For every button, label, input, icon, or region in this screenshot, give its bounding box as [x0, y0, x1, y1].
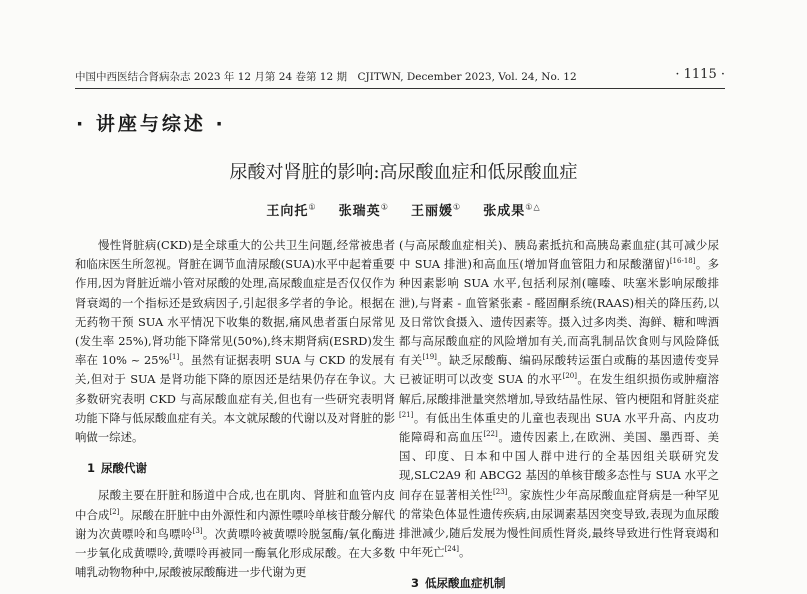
- section-heading: [399, 574, 719, 593]
- citation: [16-18]: [669, 257, 696, 266]
- author-name: 王向托: [266, 204, 309, 219]
- citation: [20]: [562, 372, 577, 381]
- citation: [23]: [493, 487, 508, 496]
- section-heading: [75, 459, 395, 478]
- text-run: 。次黄嘌呤被黄嘌呤脱氢酶/氧化酶进一步氧化成黄嘌呤,黄嘌呤再被同一酶氧化形成尿酸。在大多数哺乳动物物种中,尿酸被尿酸酶进一步代谢为更: [75, 526, 395, 580]
- header-rule: [75, 88, 725, 89]
- section-label: · 讲座与综述 ·: [76, 113, 226, 135]
- author-mark: ①: [308, 202, 317, 212]
- citation: [21]: [399, 411, 414, 420]
- text-run: 。多种因素影响 SUA 水平,包括利尿剂(噻嗪、呋塞米影响尿酸排泄),与肾素 - 血管紧张素 - 醛固酮系统(RAAS)相关的降压药,以及日常饮食摄入、遗传因素等。摄入过多肉类、海鲜、糖和啤酒都与高尿酸血症的风险增加有关,而高乳制品饮食则与风险降低有关: [399, 257, 719, 368]
- text-run: 。有低出生体重史的儿童也表现出 SUA 水平升高、内皮功能障碍和高血压: [399, 410, 719, 445]
- text-run: 。家族性少年高尿酸血症肾病是一种罕见的常染色体显性遗传疾病,由尿调素基因突变导致,表现为血尿酸排泄减少,随后发展为慢性间质性肾炎,最终导致进行性肾衰竭和中年死亡: [399, 487, 719, 560]
- heading-number: 3: [411, 576, 420, 591]
- right-column: [399, 236, 719, 594]
- article-title: 尿酸对肾脏的影响:高尿酸血症和低尿酸血症: [229, 162, 578, 183]
- text-run: 。虽然有证据表明 SUA 与 CKD 的发展有关,但对于 SUA 是肾功能下降的原因还是结果仍存在争议。大多数研究表明 CKD 与高尿酸血症有关,但也有一些研究表明肾功能下降与低尿酸血症有关。本文就尿酸的代谢以及对肾脏的影响做一综述。: [75, 353, 395, 445]
- body-paragraph: [75, 486, 395, 582]
- intro-paragraph: [75, 236, 395, 447]
- text-run: 。尿酸在肝脏中由外源性和内源性嘌呤单核苷酸分解代谢为次黄嘌呤和鸟嘌呤: [75, 507, 395, 541]
- text-run: (与高尿酸血症相关)、胰岛素抵抗和高胰岛素血症(其可减少尿中 SUA 排泄)和高血压(增加肾血管阻力和尿酸潴留): [399, 238, 719, 272]
- heading-text: 低尿酸血症机制: [425, 576, 506, 591]
- citation: [1]: [169, 353, 180, 362]
- text-run: 。遗传因素上,在欧洲、美国、墨西哥、美国、印度、日本和中国人群中进行的全基因组关联研究发现,SLC2A9 和 ABCG2 基因的单核苷酸多态性与 SUA 水平之间存在显著相关性: [399, 430, 719, 502]
- citation: [3]: [192, 527, 203, 536]
- author-name: 张瑞英: [338, 204, 381, 219]
- journal-citation: 中国中西医结合肾病杂志 2023 年 12 月第 24 卷第 12 期 CJITWN, December 2023, Vol. 24, No. 12: [75, 71, 577, 83]
- author-mark: ①: [452, 202, 462, 212]
- citation: [22]: [483, 430, 498, 439]
- text-run: 。在发生组织损伤或肿瘤溶解后,尿酸排泄量突然增加,导致结晶性尿、管内梗阻和肾脏炎症: [399, 372, 719, 406]
- heading-number: 1: [87, 461, 96, 476]
- citation: [24]: [444, 545, 459, 554]
- heading-text: 尿酸代谢: [101, 461, 147, 476]
- citation: [19]: [422, 353, 437, 362]
- author-list: [0, 200, 807, 219]
- left-column: [75, 236, 395, 582]
- text-run: 。: [458, 545, 471, 560]
- page-number: · 1115 ·: [675, 67, 725, 82]
- text-run: 。缺乏尿酸酶、编码尿酸转运蛋白或酶的基因遗传变异已被证明可以改变 SUA 的水平: [399, 353, 719, 387]
- author-mark: ①△: [525, 202, 541, 212]
- author-name: 张成果: [483, 204, 526, 219]
- body-paragraph: [399, 236, 719, 562]
- text-run: 尿酸主要在肝脏和肠道中合成,也在肌肉、肾脏和血管内皮中合成: [75, 488, 395, 522]
- citation: [2]: [109, 507, 120, 516]
- author-name: 王丽媛: [410, 204, 453, 219]
- author-mark: ①: [380, 202, 389, 212]
- text-run: 慢性肾脏病(CKD)是全球重大的公共卫生问题,经常被患者和临床医生所忽视。肾脏在调节血清尿酸(SUA)水平中起着重要作用,因为肾脏近端小管对尿酸的处理,高尿酸血症是否仅仅作为肾衰竭的一个指标还是致病因子,引起很多学者的争论。根据在无药物干预 SUA 水平情况下收集的数据,痛风患者蛋白尿常见(发生率 25%),肾功能下降常见(50%),终末期肾病(ESRD)发生率在 10% ~ 25%: [75, 238, 395, 368]
